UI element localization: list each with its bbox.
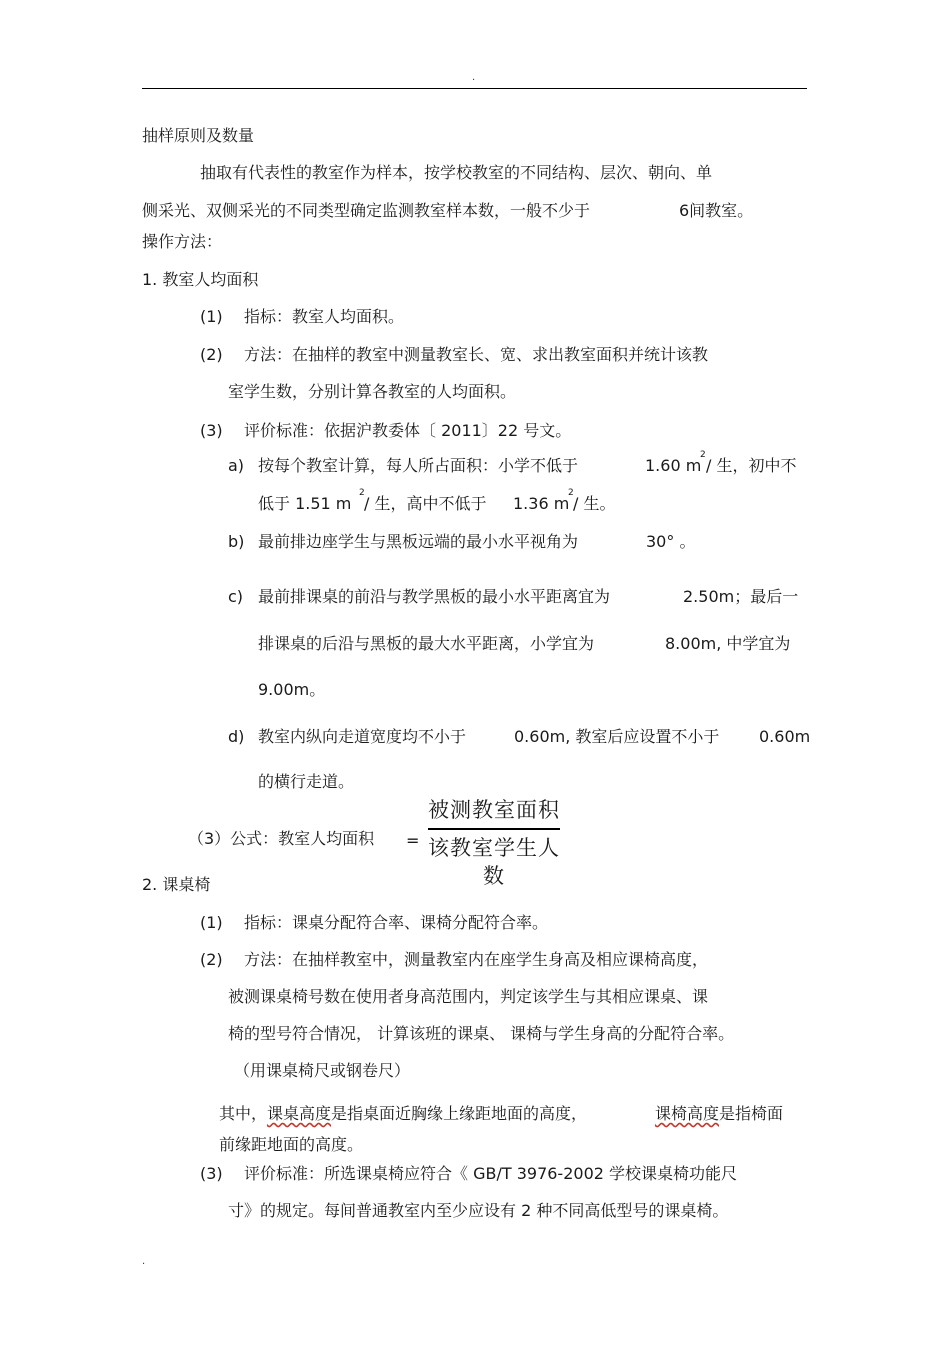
item-a-senior-value: 1.36 m [513,494,570,513]
item-a-sup-1: 2 [700,450,706,460]
s1-item1-number: (1) [200,307,223,326]
note-chair-definition: 是指椅面 [719,1104,784,1123]
formula-numerator: 被测教室面积 [428,798,560,822]
chair-height-term: 课椅高度 [655,1104,720,1123]
item-a-line2-tail: / 生。 [573,494,616,513]
item-d-line1-value: 0.60m, 教室后应设置不小于 [514,727,720,746]
note-line1-chair [655,1104,783,1124]
method-title: 操作方法： [142,232,223,251]
sampling-line2-value: 6间教室。 [679,201,754,220]
sampling-line2: 侧采光、双侧采光的不同类型确定监测教室样本数，一般不少于 [142,201,591,220]
s2-item1-text: 指标：课桌分配符合率、课椅分配符合率。 [244,913,549,932]
item-b-label: b) [228,532,245,551]
s2-item2-line3: 椅的型号符合情况， 计算该班的课桌、 课椅与学生身高的分配符合率。 [228,1024,735,1043]
note-desk-definition: 是指桌面近胸缘上缘距地面的高度， [331,1104,588,1123]
s1-item3-number: (3) [200,421,223,440]
note-line2: 前缘距地面的高度。 [219,1135,364,1154]
header-rule [142,88,807,89]
item-d-line2: 的横行走道。 [258,772,355,791]
s2-item2-line4: （用课桌椅尺或钢卷尺） [234,1061,411,1080]
section1-title: 1. 教室人均面积 [142,270,259,289]
formula-label: （3）公式：教室人均面积 [188,829,375,848]
item-d-line1-value2: 0.60m [759,727,811,746]
item-c-line3: 9.00m。 [258,680,326,699]
item-a-sup-3: 2 [568,488,574,498]
s1-item3-text: 评价标准：依据沪教委体〔 2011〕22 号文。 [244,421,572,440]
footer-dot: . [142,1256,146,1267]
formula-denominator: 该教室学生人数 [428,836,560,888]
note-line1 [219,1104,587,1124]
item-c-line2: 排课桌的后沿与黑板的最大水平距离，小学宜为 [258,634,595,653]
item-a-primary-value: 1.60 m [645,456,702,475]
header-dot: . [472,72,476,83]
item-a-junior-value: 低于 1.51 m [258,494,352,513]
item-c-line1-value: 2.50m；最后一 [683,587,799,606]
item-a-label: a) [228,456,245,475]
fraction-bar [428,828,560,830]
item-c-line1: 最前排课桌的前沿与教学黑板的最小水平距离宜为 [258,587,611,606]
section2-title: 2. 课桌椅 [142,875,211,894]
s2-item3-line1: 评价标准：所选课桌椅应符合《 GB/T 3976-2002 学校课桌椅功能尺 [244,1164,738,1183]
item-b-text: 最前排边座学生与黑板远端的最小水平视角为 [258,532,579,551]
s2-item2-line2: 被测课桌椅号数在使用者身高范围内，判定该学生与其相应课桌、课 [228,987,709,1006]
item-a-line1-tail: / 生，初中不 [706,456,797,475]
item-a-sup-2: 2 [359,488,365,498]
section-heading: 抽样原则及数量 [142,126,255,145]
s2-item3-number: (3) [200,1164,223,1183]
s1-item2-number: (2) [200,345,223,364]
item-a-line1: 按每个教室计算，每人所占面积：小学不低于 [258,456,579,475]
item-d-label: d) [228,727,245,746]
formula-fraction [428,796,560,890]
s2-item1-number: (1) [200,913,223,932]
s1-item1-text: 指标：教室人均面积。 [244,307,405,326]
sampling-line1: 抽取有代表性的教室作为样本，按学校教室的不同结构、层次、朝向、单 [200,163,713,182]
formula-equals: = [406,831,420,850]
item-c-label: c) [228,587,244,606]
note-prefix: 其中， [219,1104,268,1123]
desk-height-term: 课桌高度 [267,1104,332,1123]
item-a-line2: / 生，高中不低于 [364,494,487,513]
item-b-value: 30° 。 [646,532,696,551]
item-d-line1: 教室内纵向走道宽度均不小于 [258,727,467,746]
s2-item3-line2: 寸》的规定。每间普通教室内至少应设有 2 种不同高低型号的课桌椅。 [228,1201,729,1220]
s2-item2-number: (2) [200,950,223,969]
s2-item2-line1: 方法：在抽样教室中，测量教室内在座学生身高及相应课椅高度， [244,950,709,969]
s1-item2-line2: 室学生数，分别计算各教室的人均面积。 [228,382,517,401]
item-c-line2-value: 8.00m, 中学宜为 [665,634,791,653]
s1-item2-line1: 方法：在抽样的教室中测量教室长、宽、求出教室面积并统计该教 [244,345,709,364]
